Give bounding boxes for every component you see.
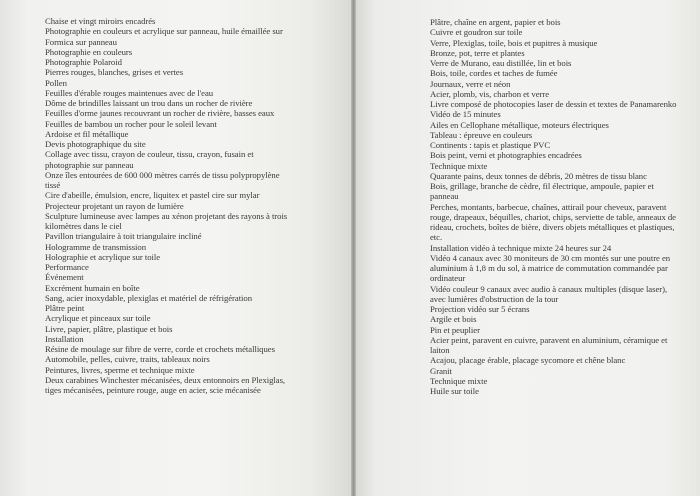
list-item: Photographie Polaroid bbox=[45, 57, 122, 67]
list-item: Acier, plomb, vis, charbon et verre bbox=[430, 88, 550, 99]
list-item: Pin et peuplier bbox=[430, 324, 480, 335]
list-item: Pierres rouges, blanches, grises et vertes bbox=[45, 67, 184, 78]
list-item: Acier peint, paravent en cuivre, paravent en aluminium, céramique et laiton bbox=[430, 334, 668, 355]
list-item: Sculpture lumineuse avec lampes au xénon projetant des rayons à trois kilomètres dans le ciel bbox=[45, 210, 288, 231]
list-item: Pavillon triangulaire à toit triangulaire incliné bbox=[45, 231, 202, 242]
list-item: Vidéo de 15 minutes bbox=[430, 109, 501, 120]
right-page-list bbox=[430, 17, 678, 396]
list-item: Installation vidéo à technique mixte 24 heures sur 24 bbox=[430, 242, 612, 253]
list-item: Continents : tapis et plastique PVC bbox=[430, 140, 551, 150]
list-item: Perches, montants, barbecue, chaînes, attirail pour cheveux, paravent rouge, drapeaux, béquilles, chariot, chips, serviette de table, anneaux de rideau, crochets, boîtes de bière, divers objets métalliques et plastiques, etc. bbox=[430, 201, 676, 243]
book-gutter bbox=[351, 0, 356, 496]
list-item: Acajou, placage érable, placage sycomore et chêne blanc bbox=[430, 355, 626, 366]
list-item: Tableau : épreuve en couleurs bbox=[430, 129, 533, 140]
list-item: Devis photographique du site bbox=[45, 139, 146, 149]
list-item: Plâtre peint bbox=[45, 303, 85, 313]
list-item: Bois peint, verni et photographies encadrées bbox=[430, 150, 582, 161]
list-item: Technique mixte bbox=[430, 375, 488, 386]
list-item: Cuivre et goudron sur toile bbox=[430, 27, 523, 38]
list-item: Feuilles d'orme jaunes recouvrant un rocher de rivière, basses eaux bbox=[45, 108, 275, 119]
list-item: Collage avec tissu, crayon de couleur, tissu, crayon, fusain et photographie sur panneau bbox=[45, 149, 254, 170]
list-item: Excrément humain en boîte bbox=[45, 282, 140, 293]
list-item: Hologramme de transmission bbox=[45, 241, 147, 252]
list-item: Journaux, verre et néon bbox=[430, 78, 511, 89]
list-item: Verre de Murano, eau distillée, lin et bois bbox=[430, 58, 572, 68]
list-item: Huile sur toile bbox=[430, 386, 479, 396]
list-item: Ailes en Cellophane métallique, moteurs électriques bbox=[430, 119, 609, 130]
list-item: Holographie et acrylique sur toile bbox=[45, 251, 161, 262]
list-item: Onze îles entourées de 600 000 mètres carrés de tissu polypropylène tissé bbox=[45, 169, 280, 190]
list-item: Vidéo couleur 9 canaux avec audio à canaux multiples (disque laser), avec lumières d'obstruction de la tour bbox=[430, 283, 668, 304]
list-item: Chaise et vingt miroirs encadrés bbox=[45, 16, 156, 26]
list-item: Deux carabines Winchester mécanisées, deux entonnoirs en Plexiglas, tiges mécanisées, peinture rouge, auge en acier, scie mécanisée bbox=[45, 374, 286, 395]
list-item: Ardoise et fil métallique bbox=[45, 128, 129, 139]
list-item: Événement bbox=[45, 272, 84, 283]
list-item: Performance bbox=[45, 262, 89, 272]
list-item: Projecteur projetant un rayon de lumière bbox=[45, 200, 184, 211]
list-item: Photographie en couleurs et acrylique sur panneau, huile émaillée sur Formica sur panneau bbox=[45, 26, 283, 47]
list-item: Pollen bbox=[45, 77, 67, 88]
list-item: Bois, grillage, branche de cèdre, fil électrique, ampoule, papier et panneau bbox=[430, 181, 654, 202]
list-item: Sang, acier inoxydable, plexiglas et matériel de réfrigération bbox=[45, 292, 253, 303]
list-item: Livre composé de photocopies laser de dessin et textes de Panamarenko bbox=[430, 99, 677, 109]
list-item: Bois, toile, cordes et taches de fumée bbox=[430, 68, 558, 79]
list-item: Granit bbox=[430, 365, 452, 376]
list-item: Cire d'abeille, émulsion, encre, liquitex et pastel cire sur mylar bbox=[45, 190, 260, 201]
list-item: Dôme de brindilles laissant un trou dans un rocher de rivière bbox=[45, 98, 253, 108]
list-item: Verre, Plexiglas, toile, bois et pupitres à musique bbox=[430, 37, 598, 48]
list-item: Projection vidéo sur 5 écrans bbox=[430, 304, 530, 314]
list-item: Acrylique et pinceaux sur toile bbox=[45, 313, 151, 324]
left-page-list bbox=[45, 16, 293, 395]
list-item: Livre, papier, plâtre, plastique et bois bbox=[45, 323, 173, 334]
list-item: Argile et bois bbox=[430, 314, 477, 325]
list-item: Feuilles d'érable rouges maintenues avec de l'eau bbox=[45, 87, 214, 98]
list-item: Automobile, pelles, cuivre, traits, tableaux noirs bbox=[45, 354, 210, 365]
list-item: Plâtre, chaîne en argent, papier et bois bbox=[430, 17, 561, 27]
list-item: Peintures, livres, sperme et technique mixte bbox=[45, 364, 195, 375]
list-item: Résine de moulage sur fibre de verre, corde et crochets métalliques bbox=[45, 344, 275, 354]
list-item: Technique mixte bbox=[430, 160, 488, 171]
list-item: Photographie en couleurs bbox=[45, 46, 133, 57]
list-item: Installation bbox=[45, 333, 84, 344]
list-item: Bronze, pot, terre et plantes bbox=[430, 47, 525, 58]
list-item: Feuilles de bambou un rocher pour le soleil levant bbox=[45, 118, 217, 129]
list-item: Vidéo 4 canaux avec 30 moniteurs de 30 cm montés sur une poutre en aluminium à 1,8 m du sol, à matrice de commutation commandée par ordinateur bbox=[430, 252, 671, 284]
list-item: Quarante pains, deux tonnes de débris, 20 mètres de tissu blanc bbox=[430, 170, 647, 181]
